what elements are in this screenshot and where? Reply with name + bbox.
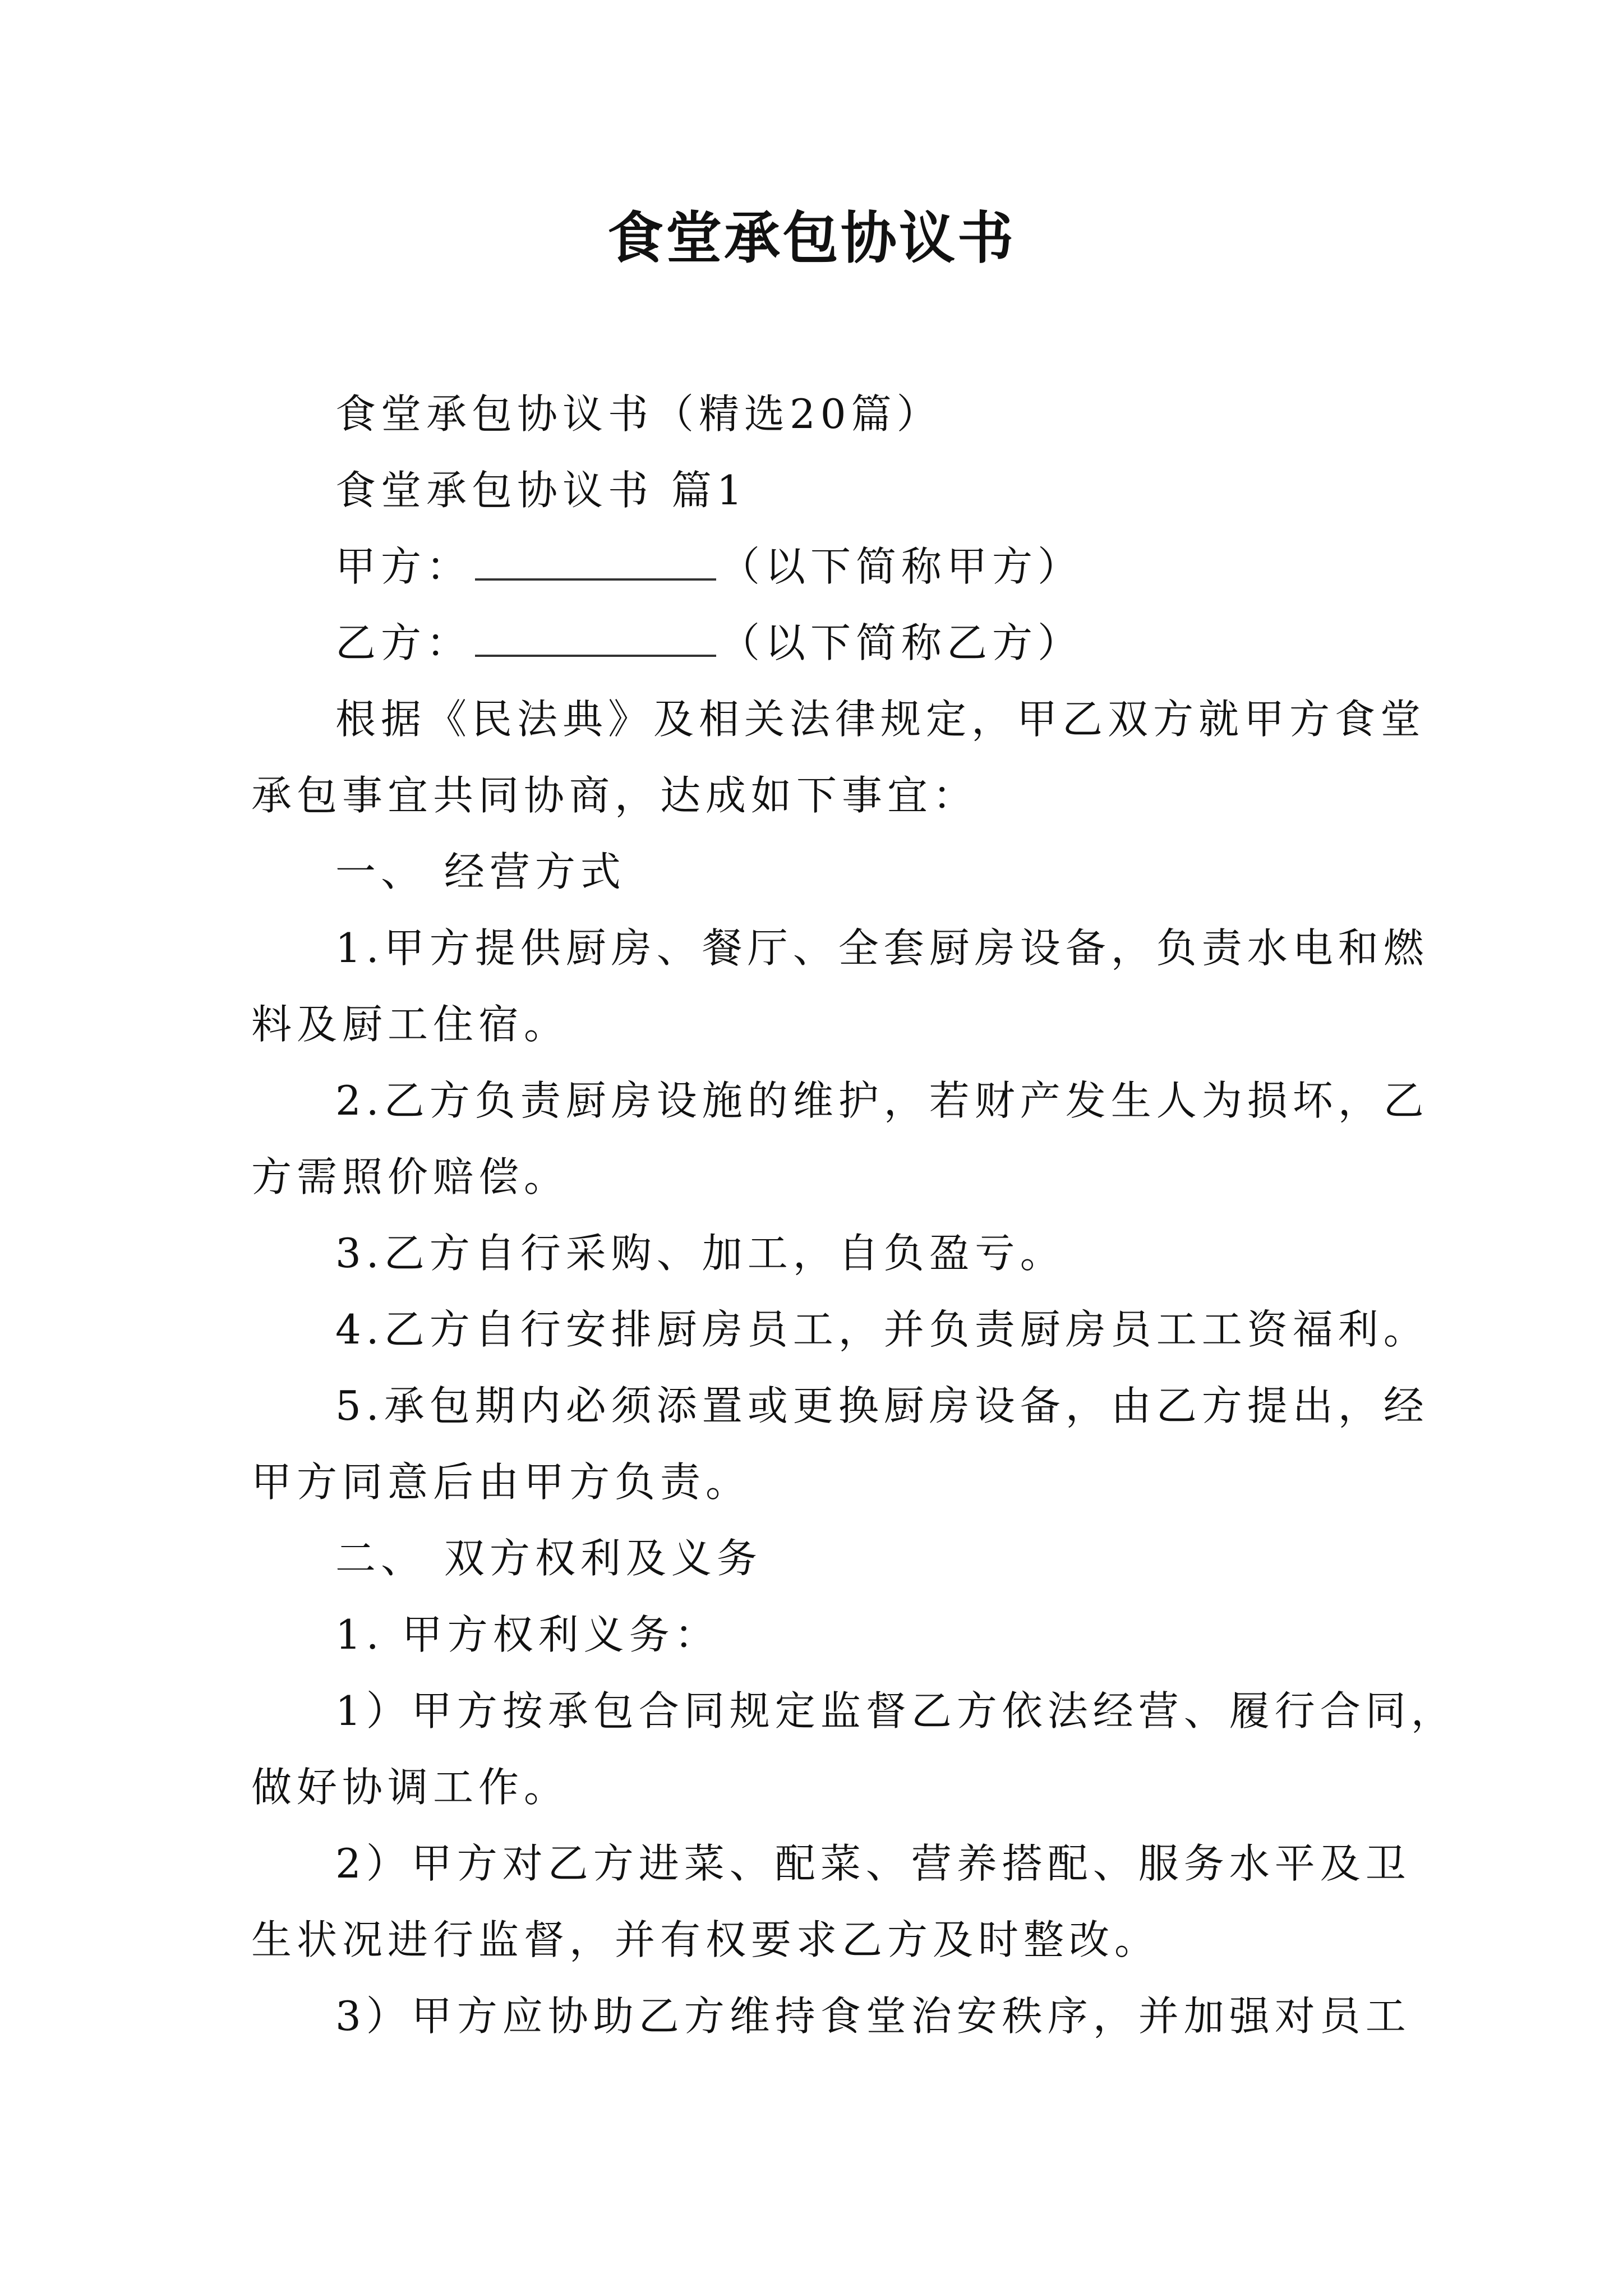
clause-1-1-line-1: 1.甲方提供厨房、餐厅、全套厨房设备，负责水电和燃 bbox=[335, 924, 1429, 972]
party-a-blank bbox=[475, 576, 716, 581]
party-a-note: （以下简称甲方） bbox=[720, 543, 1083, 590]
clause-1-2-line-2: 方需照价赔偿。 bbox=[251, 1153, 570, 1200]
subtitle-line: 食堂承包协议书（精选20篇） bbox=[335, 390, 942, 438]
party-b-note: （以下简称乙方） bbox=[720, 619, 1083, 666]
party-a-label: 甲方： bbox=[335, 543, 472, 590]
clause-2-1: 1. 甲方权利义务： bbox=[335, 1611, 720, 1658]
clause-2-1-3-line-1: 3）甲方应协助乙方维持食堂治安秩序，并加强对员工 bbox=[335, 1993, 1411, 2040]
clause-2-1-2-line-2: 生状况进行监督，并有权要求乙方及时整改。 bbox=[251, 1916, 1160, 1963]
section-title-line: 食堂承包协议书 篇1 bbox=[335, 467, 748, 514]
party-b-line bbox=[251, 605, 1395, 681]
clause-2-1-1-line-2: 做好协调工作。 bbox=[251, 1764, 570, 1811]
intro-line-1: 根据《民法典》及相关法律规定，甲乙双方就甲方食堂 bbox=[335, 696, 1426, 743]
clause-1-3: 3.乙方自行采购、加工，自负盈亏。 bbox=[335, 1230, 1066, 1277]
document-title: 食堂承包协议书 bbox=[607, 205, 1016, 271]
section-1-heading: 一、 经营方式 bbox=[335, 848, 626, 895]
clause-2-1-1-line-1: 1）甲方按承包合同规定监督乙方依法经营、履行合同， bbox=[335, 1687, 1456, 1734]
clause-1-5-line-2: 甲方同意后由甲方负责。 bbox=[251, 1458, 751, 1506]
clause-1-1-line-2: 料及厨工住宿。 bbox=[251, 1001, 570, 1048]
clause-2-1-2-line-1: 2）甲方对乙方进菜、配菜、营养搭配、服务水平及卫 bbox=[335, 1840, 1411, 1887]
clause-1-2-line-1: 2.乙方负责厨房设施的维护，若财产发生人为损坏，乙 bbox=[335, 1077, 1429, 1124]
clause-1-5-line-1: 5.承包期内必须添置或更换厨房设备，由乙方提出，经 bbox=[335, 1382, 1429, 1429]
party-b-label: 乙方： bbox=[335, 619, 472, 666]
party-a-line bbox=[251, 528, 1395, 605]
document-body bbox=[251, 376, 1456, 2054]
party-b-blank bbox=[475, 652, 716, 657]
intro-line-2: 承包事宜共同协商，达成如下事宜： bbox=[251, 772, 979, 819]
clause-1-4: 4.乙方自行安排厨房员工，并负责厨房员工工资福利。 bbox=[335, 1306, 1429, 1353]
section-2-heading: 二、 双方权利及义务 bbox=[335, 1535, 762, 1582]
